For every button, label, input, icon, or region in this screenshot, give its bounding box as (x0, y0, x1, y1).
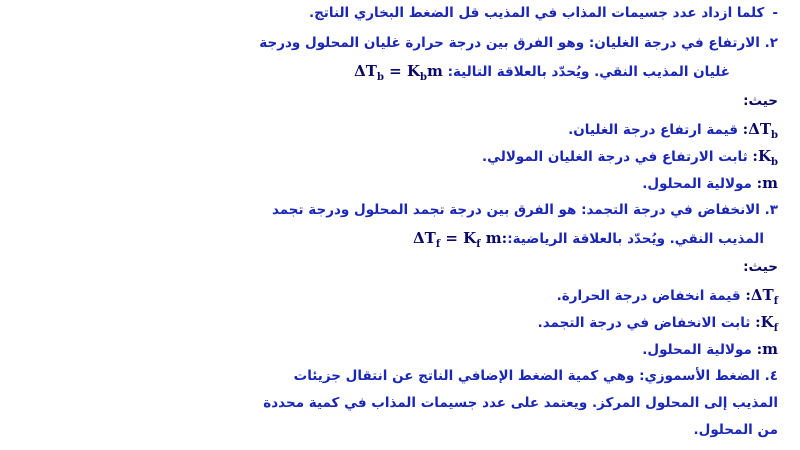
symbol-m-1: m (762, 174, 778, 192)
symbol-m-2: m (762, 340, 778, 358)
def-delta-tf (557, 286, 778, 311)
def-delta-tb-text: قيمة ارتفاع درجة الغليان. (568, 122, 738, 138)
item-boiling-point-line2 (354, 62, 730, 87)
item4-def2: المذيب إلى المحلول المركز. ويعتمد على عدد جسيمات المذاب في كمية محددة (263, 395, 778, 411)
symbol-kf: $K_f$: (755, 313, 778, 334)
item3-def1: هو الفرق بين درجة تجمد المحلول ودرجة تجمد (271, 202, 577, 218)
item3-def2: المذيب النقي. ويُحدّد بالعلاقة الرياضية: (507, 231, 764, 247)
def-m-2-text: مولالية المحلول. (642, 342, 752, 358)
bullet-dash: - (772, 5, 778, 21)
def-m-1: m: مولالية المحلول. (642, 174, 778, 192)
def-kf (538, 313, 778, 338)
item4-term: الضغط الأسموزي: (639, 368, 760, 384)
where-label-1: حيث: (743, 93, 778, 109)
item2-number: ٢. (764, 35, 778, 51)
item-osmotic-pressure-line2 (263, 394, 778, 412)
def-delta-tb (568, 120, 778, 145)
item2-def2: غليان المذيب النقي. ويُحدّد بالعلاقة التالية: (447, 64, 730, 80)
def-delta-tf-text: قيمة انخفاض درجة الحرارة. (556, 288, 741, 304)
symbol-delta-tb: $\Delta T_b$: (742, 120, 778, 141)
freezing-equation: $\Delta T_f = K_f$ m: (413, 229, 508, 250)
where-label-2: حيث: (743, 259, 778, 275)
item-freezing-point-line1 (272, 201, 778, 219)
boiling-equation: $\Delta T_b = K_bm$ (354, 62, 443, 83)
def-m-2: m: مولالية المحلول. (642, 340, 778, 358)
item4-number: ٤. (764, 368, 778, 384)
def-kb (482, 147, 778, 172)
item4-def1: وهي كمية الضغط الإضافي الناتج عن انتقال جزيئات (293, 368, 635, 384)
item-osmotic-pressure-line1 (294, 367, 778, 385)
item2-term: الارتفاع في درجة الغليان: (588, 35, 760, 51)
item3-number: ٣. (764, 202, 778, 218)
bullet-line (309, 4, 778, 22)
def-kb-text: ثابت الارتفاع في درجة الغليان المولالي. (482, 149, 748, 165)
item-freezing-point-line2 (413, 229, 764, 254)
symbol-kb: $K_b$: (752, 147, 778, 168)
item-boiling-point-line1 (259, 34, 778, 52)
vapor-pressure-note: كلما ازداد عدد جسيمات المذاب في المذيب قل الضغط البخاري الناتج. (308, 5, 765, 21)
item3-term: الانخفاض في درجة التجمد: (581, 202, 760, 218)
item-osmotic-pressure-line3 (693, 421, 778, 439)
symbol-delta-tf: $\Delta T_f$: (745, 286, 778, 307)
item4-def3: من المحلول. (693, 422, 778, 438)
item2-def1: وهو الفرق بين درجة حرارة غليان المحلول ودرجة (259, 35, 585, 51)
def-m-1-text: مولالية المحلول. (642, 176, 752, 192)
def-kf-text: ثابت الانخفاض في درجة التجمد. (537, 315, 751, 331)
